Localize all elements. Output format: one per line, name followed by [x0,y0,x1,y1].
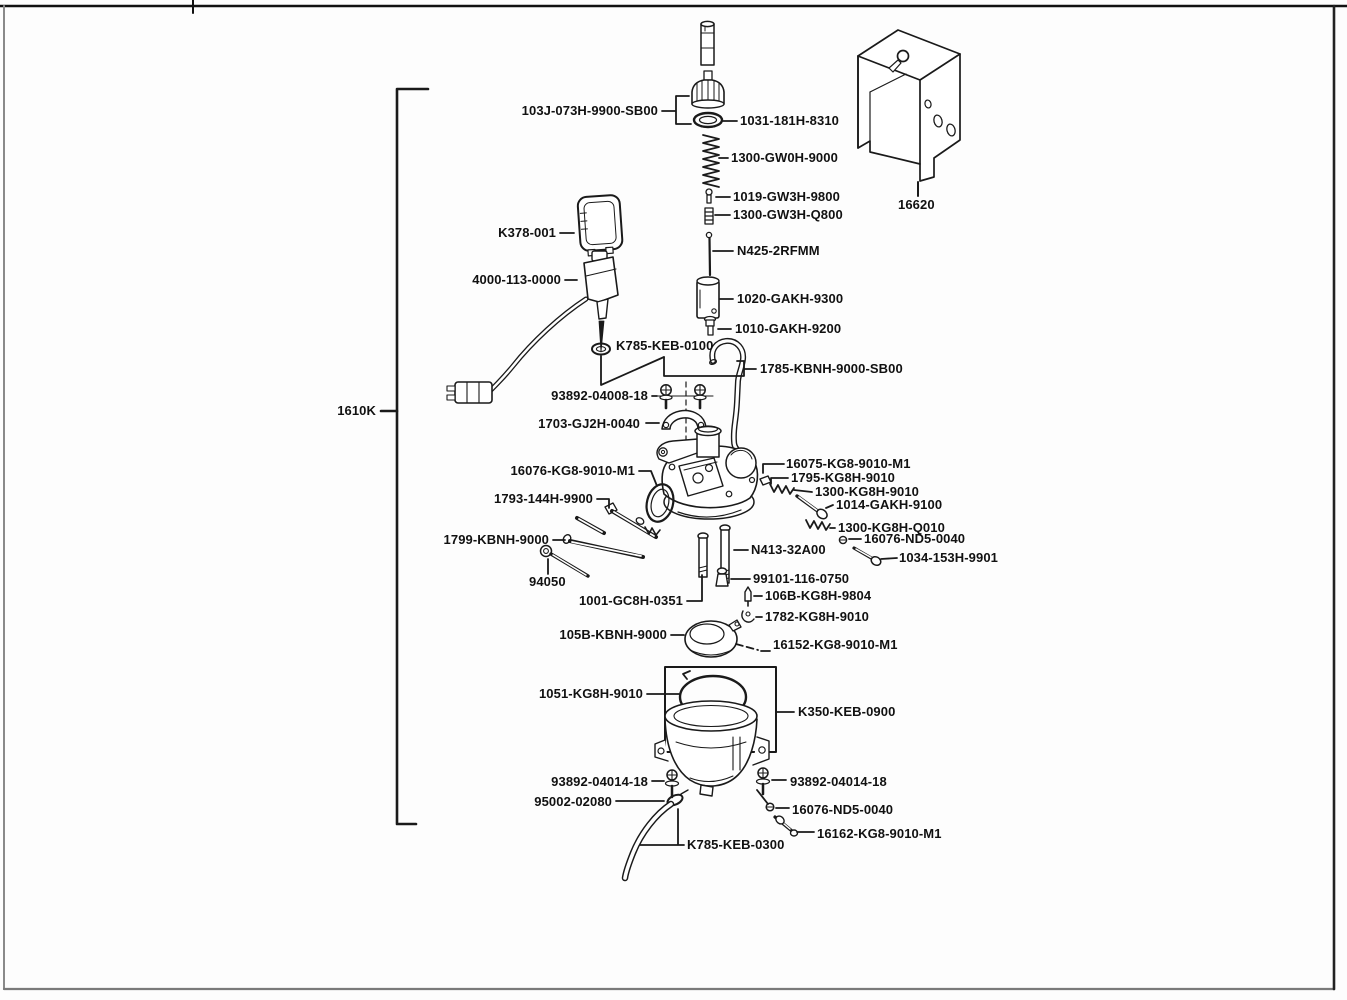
part-label-1034: 1034-153H-9901 [899,550,998,565]
part-label-k350: K350-KEB-0900 [798,704,896,719]
needle-jet-drawing [705,317,716,336]
part-label-1300gw0h: 1300-GW0H-9000 [731,150,838,165]
part-label-1793: 1793-144H-9900 [494,491,593,506]
part-label-103j: 103J-073H-9900-SB00 [521,103,658,118]
part-label-99101: 99101-116-0750 [753,571,850,586]
part-label-4000: 4000-113-0000 [472,272,561,287]
part-label-16152: 16152-KG8-9010-M1 [773,637,898,652]
part-label-1785: 1785-KBNH-9000-SB00 [760,361,903,376]
part-label-93892l: 93892-04014-18 [551,774,648,789]
throttle-valve-drawing [697,277,719,318]
carb-top-cap-drawing [692,71,724,108]
group-label-1610k: 1610K [337,403,376,418]
part-label-1031: 1031-181H-8310 [740,113,839,128]
part-label-105b: 105B-KBNH-9000 [559,627,667,642]
mount-bracket-16620-drawing [858,30,960,196]
part-label-1300gw3h: 1300-GW3H-Q800 [733,207,843,222]
part-label-k378: K378-001 [498,225,556,240]
part-label-1782: 1782-KG8H-9010 [765,609,870,624]
main-jet-drawing [716,568,728,586]
part-label-1019: 1019-GW3H-9800 [733,189,840,204]
part-label-16162: 16162-KG8-9010-M1 [817,826,942,841]
jet-needle-drawing [706,232,711,275]
top-oring-drawing [694,113,722,127]
throttle-spring-drawing [703,135,719,187]
part-label-106b: 106B-KG8H-9804 [765,588,872,603]
part-label-1020: 1020-GAKH-9300 [737,291,844,306]
part-label-16076nd5a: 16076-ND5-0040 [864,531,966,546]
part-label-n413: N413-32A00 [751,542,826,557]
part-label-1703: 1703-GJ2H-0040 [538,416,640,431]
part-label-1795: 1795-KG8H-9010 [791,470,896,485]
top-screws-drawing [653,385,713,408]
part-label-16076nd5b: 16076-ND5-0040 [792,802,894,817]
cable-adjuster-drawing [701,21,714,65]
part-label-16076kg8: 16076-KG8-9010-M1 [510,463,635,478]
part-label-16620: 16620 [898,197,935,212]
part-label-93892a: 93892-04008-18 [551,388,648,403]
part-label-1300q010: 1300-KG8H-Q010 [838,520,945,535]
part-label-94050: 94050 [529,574,566,589]
float-valve-drawing [742,587,754,622]
part-label-n425: N425-2RFMM [737,243,820,258]
part-label-1051: 1051-KG8H-9010 [538,686,643,701]
part-label-1001: 1001-GC8H-0351 [578,593,683,608]
part-label-k785a: K785-KEB-0100 [616,338,714,353]
part-label-1300kg8h: 1300-KG8H-9010 [815,484,920,499]
cable-holder-drawing [662,411,706,429]
part-label-k785b: K785-KEB-0300 [687,837,785,852]
part-label-1014: 1014-GAKH-9100 [836,497,943,512]
part-label-1010: 1010-GAKH-9200 [735,321,842,336]
needle-seat-parts-drawing [705,189,713,224]
float-drawing [685,620,741,657]
part-label-95002: 95002-02080 [534,794,612,809]
cdi-unit-drawing [577,195,623,257]
group-bracket-1610k [381,89,428,824]
part-label-16075: 16075-KG8-9010-M1 [786,456,911,471]
part-label-1799: 1799-KBNH-9000 [443,532,549,547]
part-label-93892r: 93892-04014-18 [790,774,887,789]
